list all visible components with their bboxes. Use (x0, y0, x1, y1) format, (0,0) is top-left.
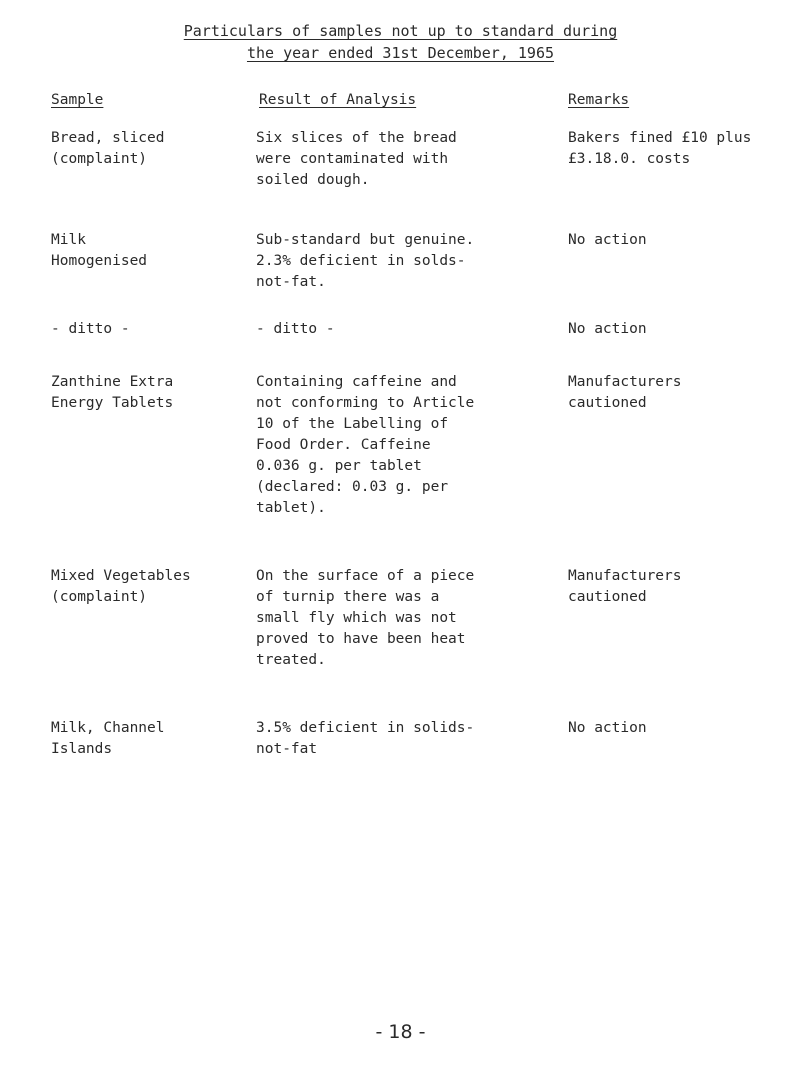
remarks-cell: No action (568, 232, 647, 248)
remarks-cell: No action (568, 321, 647, 337)
result-cell: Six slices of the bread were contaminated with soiled dough. (256, 130, 457, 188)
sample-cell: Zanthine Extra Energy Tablets (51, 374, 174, 411)
result-cell: - ditto - (256, 321, 335, 337)
document-title (0, 20, 801, 64)
result-cell: Containing caffeine and not conforming to Article 10 of the Labelling of Food Order. Caffeine 0.036 g. per tablet (declared: 0.03 g. per tablet). (256, 374, 475, 516)
sample-cell: Bread, sliced (complaint) (51, 130, 165, 167)
column-headers (0, 92, 801, 114)
remarks-cell: No action (568, 720, 647, 736)
header-remarks: Remarks (568, 92, 630, 108)
sample-cell: Milk, Channel Islands (51, 720, 165, 757)
remarks-cell: Manufacturers cautioned (568, 568, 682, 605)
header-result: Result of Analysis (259, 92, 417, 108)
remarks-cell: Manufacturers cautioned (568, 374, 682, 411)
title-line-2: the year ended 31st December, 1965 (246, 44, 555, 62)
result-cell: Sub-standard but genuine. 2.3% deficient in solds- not-fat. (256, 232, 475, 290)
header-sample: Sample (51, 92, 104, 108)
result-cell: 3.5% deficient in solids- not-fat (256, 720, 475, 757)
sample-cell: Mixed Vegetables (complaint) (51, 568, 191, 605)
result-cell: On the surface of a piece of turnip there was a small fly which was not proved to have been heat treated. (256, 568, 475, 668)
sample-cell: - ditto - (51, 321, 130, 337)
page-number: - 18 - (375, 1021, 426, 1043)
sample-cell: Milk Homogenised (51, 232, 148, 269)
title-line-1: Particulars of samples not up to standard during (183, 22, 618, 40)
remarks-cell: Bakers fined £10 plus £3.18.0. costs (568, 130, 752, 167)
